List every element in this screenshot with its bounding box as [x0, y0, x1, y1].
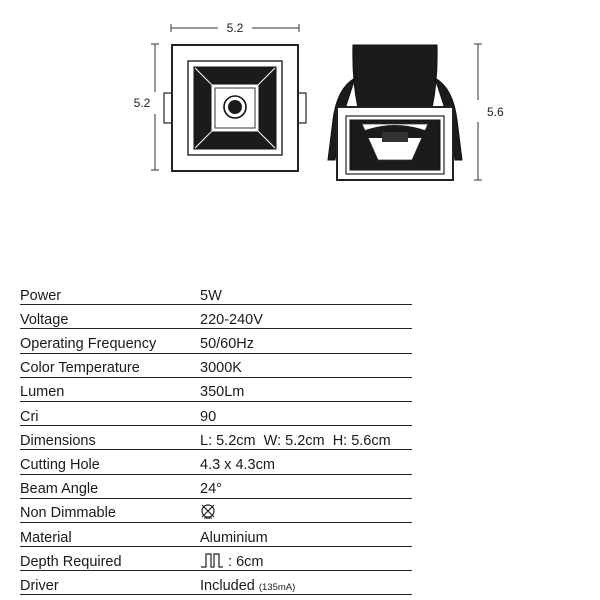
spec-row-driver: [20, 571, 412, 595]
spec-value: Aluminium: [200, 522, 412, 546]
front-view: [164, 45, 306, 171]
spec-table: [20, 281, 412, 595]
spec-value: 50/60Hz: [200, 329, 412, 353]
technical-drawing: [0, 0, 600, 240]
front-height-label: 5.2: [133, 96, 151, 110]
spec-row-power: [20, 281, 412, 305]
spec-value: 3000K: [200, 353, 412, 377]
spec-row-non-dimmable: [20, 498, 412, 522]
spec-label: Operating Frequency: [20, 329, 200, 353]
side-height-dimension: [474, 44, 482, 180]
spec-label: Color Temperature: [20, 353, 200, 377]
spec-row-beam-angle: [20, 474, 412, 498]
driver-current-note: (135mA): [258, 581, 296, 593]
spec-value: L: 5.2cm W: 5.2cm H: 5.6cm: [200, 426, 412, 450]
spec-row-color-temperature: [20, 353, 412, 377]
spec-value: [200, 498, 412, 522]
side-view: [328, 45, 462, 180]
spec-row-voltage: [20, 305, 412, 329]
spec-label: Depth Required: [20, 547, 200, 571]
spec-row-frequency: [20, 329, 412, 353]
front-height-dimension: [151, 44, 159, 170]
spec-value: 220-240V: [200, 305, 412, 329]
side-height-label: 5.6: [487, 105, 504, 119]
spec-value: 5W: [200, 281, 412, 305]
spec-label: Driver: [20, 571, 200, 595]
driver-value: Included: [200, 577, 255, 594]
spec-label: Cutting Hole: [20, 450, 200, 474]
spec-label: Beam Angle: [20, 474, 200, 498]
spec-label: Dimensions: [20, 426, 200, 450]
spec-row-depth-required: [20, 547, 412, 571]
spec-label: Power: [20, 281, 200, 305]
spec-value: [200, 571, 412, 595]
spec-row-material: [20, 522, 412, 546]
depth-value: : 6cm: [228, 553, 264, 570]
spec-row-lumen: [20, 377, 412, 401]
spec-value: 350Lm: [200, 377, 412, 401]
front-width-label: 5.2: [226, 21, 244, 35]
spec-value: 24°: [200, 474, 412, 498]
spec-row-cri: [20, 401, 412, 425]
spec-label: Voltage: [20, 305, 200, 329]
spec-label: Lumen: [20, 377, 200, 401]
spec-value: 90: [200, 401, 412, 425]
spec-label: Material: [20, 522, 200, 546]
spec-row-dimensions: [20, 426, 412, 450]
recess-depth-icon: [200, 552, 224, 568]
spec-value: [200, 547, 412, 571]
spec-label: Cri: [20, 401, 200, 425]
spec-row-cutting-hole: [20, 450, 412, 474]
spec-value: 4.3 x 4.3cm: [200, 450, 412, 474]
spec-label: Non Dimmable: [20, 498, 200, 522]
non-dimmable-icon: [200, 503, 216, 519]
